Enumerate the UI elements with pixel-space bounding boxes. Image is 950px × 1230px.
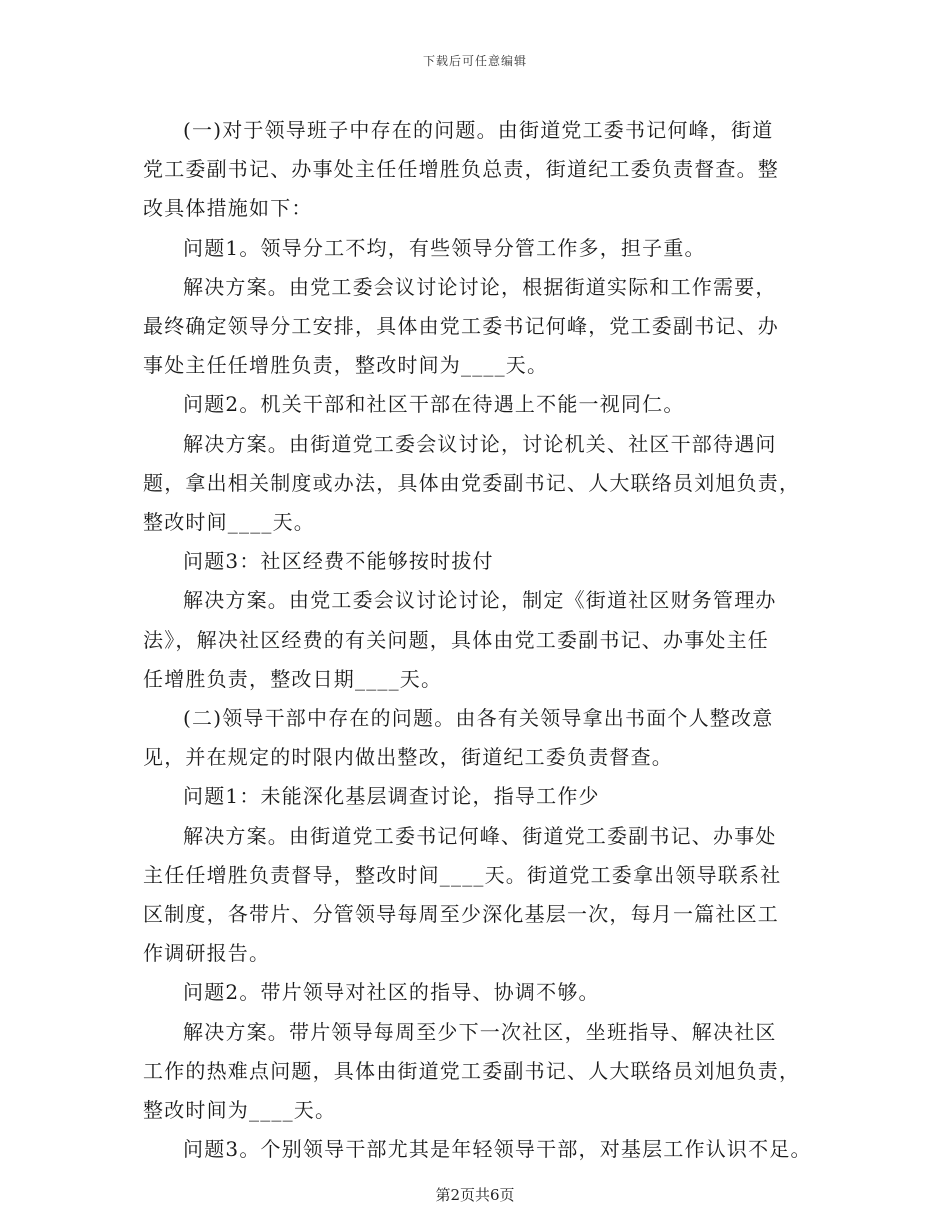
body-line: (一)对于领导班子中存在的问题。由街道党工委书记何峰，街道 bbox=[183, 118, 774, 142]
body-line: 解决方案。带片领导每周至少下一次社区，坐班指导、解决社区 bbox=[183, 1019, 777, 1044]
body-line: 问题2。机关干部和社区干部在待遇上不能一视同仁。 bbox=[183, 392, 685, 417]
body-line: 整改时间为____天。 bbox=[143, 1098, 337, 1123]
body-line: (二)领导干部中存在的问题。由各有关领导拿出书面个人整改意 bbox=[183, 706, 774, 731]
page-footer: 第2页共6页 bbox=[435, 1186, 515, 1204]
body-line: 党工委副书记、办事处主任任增胜负总责，街道纪工委负责督查。整 bbox=[143, 157, 779, 182]
body-line: 问题1。领导分工不均，有些领导分管工作多，担子重。 bbox=[183, 235, 706, 260]
body-line: 问题2。带片领导对社区的指导、协调不够。 bbox=[183, 980, 600, 1005]
document-body bbox=[143, 111, 833, 1169]
body-line: 解决方案。由党工委会议讨论讨论，制定《街道社区财务管理办 bbox=[183, 588, 777, 613]
page-header: 下载后可任意编辑 bbox=[422, 54, 527, 68]
body-line: 题，拿出相关制度或办法，具体由党委副书记、人大联络员刘旭负责， bbox=[143, 470, 801, 495]
body-line: 问题3。个别领导干部尤其是年轻领导干部，对基层工作认识不足。 bbox=[183, 1137, 812, 1162]
body-line: 作调研报告。 bbox=[143, 941, 271, 966]
body-line: 解决方案。由党工委会议讨论讨论，根据街道实际和工作需要， bbox=[183, 274, 777, 299]
body-line: 任增胜负责，整改日期____天。 bbox=[143, 666, 443, 691]
body-line: 解决方案。由街道党工委书记何峰、街道党工委副书记、办事处 bbox=[183, 823, 777, 848]
body-line: 问题3：社区经费不能够按时拔付 bbox=[183, 549, 494, 574]
body-line: 工作的热难点问题，具体由街道党工委副书记、人大联络员刘旭负责， bbox=[143, 1058, 801, 1083]
body-line: 事处主任任增胜负责，整改时间为____天。 bbox=[143, 353, 549, 378]
body-line: 见，并在规定的时限内做出整改，街道纪工委负责督查。 bbox=[143, 745, 673, 770]
body-line: 最终确定领导分工安排，具体由党工委书记何峰，党工委副书记、办 bbox=[143, 314, 779, 339]
body-line: 区制度，各带片、分管领导每周至少深化基层一次，每月一篇社区工 bbox=[143, 902, 779, 927]
body-line: 问题1：未能深化基层调查讨论，指导工作少 bbox=[183, 784, 600, 809]
body-line: 法》，解决社区经费的有关问题，具体由党工委副书记、办事处主任 bbox=[143, 627, 769, 652]
body-line: 整改时间____天。 bbox=[143, 510, 315, 535]
body-line: 改具体措施如下： bbox=[143, 196, 313, 221]
body-line: 解决方案。由街道党工委会议讨论，讨论机关、社区干部待遇问 bbox=[183, 431, 777, 456]
body-line: 主任任增胜负责督导，整改时间____天。街道党工委拿出领导联系社 bbox=[143, 862, 782, 887]
